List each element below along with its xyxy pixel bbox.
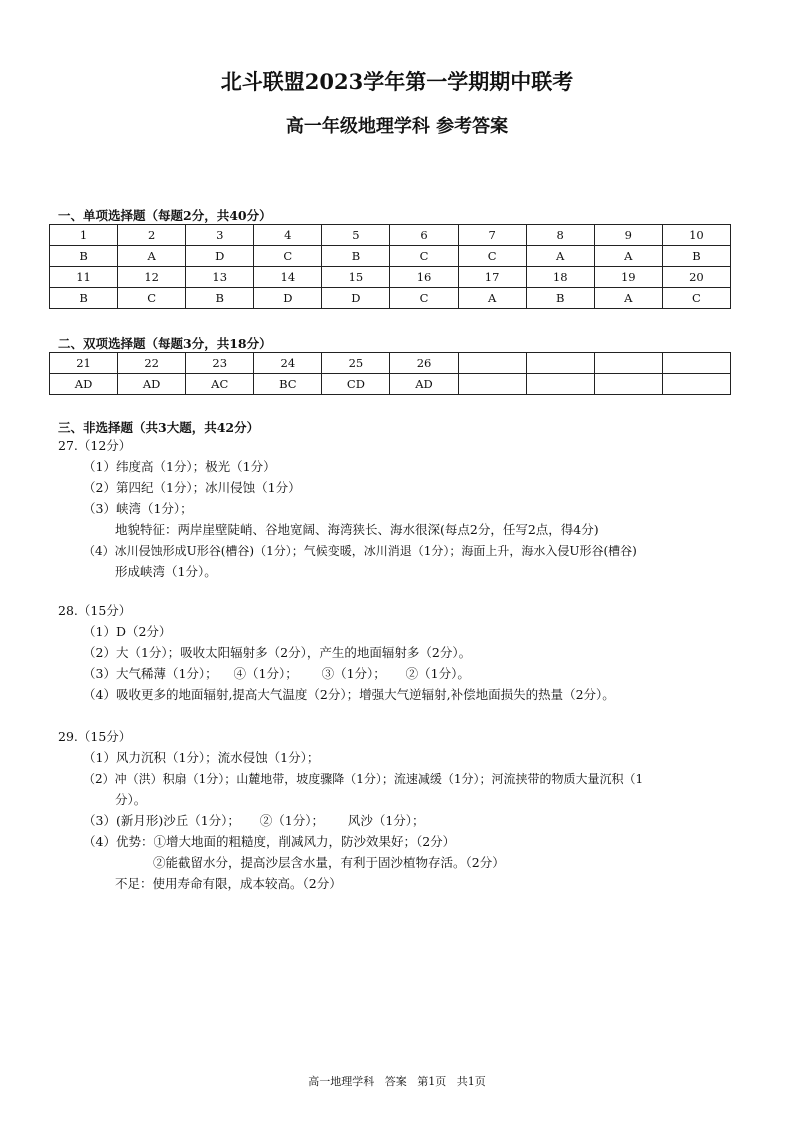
table-cell: B [526,288,594,309]
table-row [50,225,731,246]
table-cell: 1 [50,225,118,246]
table-row [50,267,731,288]
table-cell: A [594,288,662,309]
single-choice-answer-table [49,224,731,309]
table-cell [526,353,594,374]
table-cell: 5 [322,225,390,246]
double-choice-answer-table [49,352,731,395]
table-cell: 18 [526,267,594,288]
table-cell [662,353,730,374]
page-title: 北斗联盟2023学年第一学期期中联考 [220,69,574,94]
table-cell: 15 [322,267,390,288]
table-cell: B [50,246,118,267]
q29-answer-line: 不足：使用寿命有限，成本较高。（2分） [115,876,342,891]
table-cell: B [322,246,390,267]
table-cell: 23 [186,353,254,374]
q27-title: 27.（12分） [58,438,132,453]
table-cell [594,374,662,395]
table-cell: 21 [50,353,118,374]
q27-answer-line: 形成峡湾（1分）。 [115,564,217,579]
table-cell [458,353,526,374]
table-cell: AD [118,374,186,395]
table-cell: CD [322,374,390,395]
table-cell: D [322,288,390,309]
table-cell: 6 [390,225,458,246]
table-cell: 7 [458,225,526,246]
table-cell: 19 [594,267,662,288]
q29-answer-line: （4）优势：①增大地面的粗糙度，削减风力，防沙效果好；（2分） [83,834,456,849]
q27-answer-line: （1）纬度高（1分）；极光（1分） [83,459,276,474]
table-cell: 2 [118,225,186,246]
table-cell: 3 [186,225,254,246]
table-cell: D [254,288,322,309]
table-cell: 11 [50,267,118,288]
q28-answer-line: （2）大（1分）；吸收太阳辐射多（2分），产生的地面辐射多（2分）。 [83,645,472,660]
table-cell: C [390,246,458,267]
q29-answer-line: （3）(新月形)沙丘（1分）； ②（1分）； 风沙（1分）； [83,813,425,828]
q29-answer-line: （1）风力沉积（1分）；流水侵蚀（1分）； [83,750,320,765]
table-cell: B [186,288,254,309]
table-cell: 10 [662,225,730,246]
q28-answer-line: （1）D（2分） [83,624,172,639]
table-cell: AC [186,374,254,395]
table-cell: C [254,246,322,267]
table-cell: D [186,246,254,267]
q29-answer-line: （2）冲（洪）积扇（1分）；山麓地带，坡度骤降（1分）；流速减缓（1分）；河流挟带的物质大量沉积（1 [83,772,644,786]
table-cell: 8 [526,225,594,246]
table-cell: 12 [118,267,186,288]
table-cell: A [594,246,662,267]
q27-answer-line: 地貌特征：两岸崖壁陡峭、谷地宽阔、海湾狭长、海水很深(每点2分，任写2点，得4分) [115,522,599,537]
table-cell: 4 [254,225,322,246]
table-cell: 13 [186,267,254,288]
page-subtitle: 高一年级地理学科 参考答案 [285,116,509,137]
table-cell [458,374,526,395]
section1-heading: 一、单项选择题（每题2分，共40分） [58,208,272,223]
q28-title: 28.（15分） [58,603,132,618]
table-row [50,353,731,374]
table-cell: C [458,246,526,267]
table-cell: 17 [458,267,526,288]
q27-answer-line: （3）峡湾（1分）； [83,501,193,516]
table-cell: 16 [390,267,458,288]
section2-heading: 二、双项选择题（每题3分，共18分） [58,336,272,351]
table-row [50,288,731,309]
table-cell: 25 [322,353,390,374]
q29-answer-line: ②能截留水分，提高沙层含水量，有利于固沙植物存活。（2分） [153,855,505,870]
table-cell: B [662,246,730,267]
table-cell: B [50,288,118,309]
table-cell: 26 [390,353,458,374]
table-cell: 14 [254,267,322,288]
table-cell [594,353,662,374]
q27-answer-line: （4）冰川侵蚀形成U形谷(槽谷)（1分）；气候变暖，冰川消退（1分）；海面上升，海水入侵U形谷(槽谷) [83,544,637,558]
table-cell: C [662,288,730,309]
table-row [50,246,731,267]
section3-heading: 三、非选择题（共3大题，共42分） [58,420,260,435]
q28-answer-line: （4）吸收更多的地面辐射,提高大气温度（2分）；增强大气逆辐射,补偿地面损失的热量（2分）。 [83,687,615,702]
table-cell: 22 [118,353,186,374]
table-cell: A [118,246,186,267]
table-cell: 24 [254,353,322,374]
q29-title: 29.（15分） [58,729,132,744]
table-row [50,374,731,395]
q27-answer-line: （2）第四纪（1分）；冰川侵蚀（1分） [83,480,301,495]
table-cell: A [458,288,526,309]
table-cell: AD [50,374,118,395]
q28-answer-line: （3）大气稀薄（1分）； ④（1分）； ③（1分）； ②（1分）。 [83,666,470,681]
table-cell: 20 [662,267,730,288]
table-cell: AD [390,374,458,395]
table-cell: A [526,246,594,267]
table-cell [526,374,594,395]
table-cell: C [118,288,186,309]
table-cell [662,374,730,395]
table-cell: 9 [594,225,662,246]
page-footer: 高一地理学科 答案 第1页 共1页 [308,1075,486,1088]
table-cell: BC [254,374,322,395]
table-cell: C [390,288,458,309]
q29-answer-line: 分）。 [115,792,147,807]
